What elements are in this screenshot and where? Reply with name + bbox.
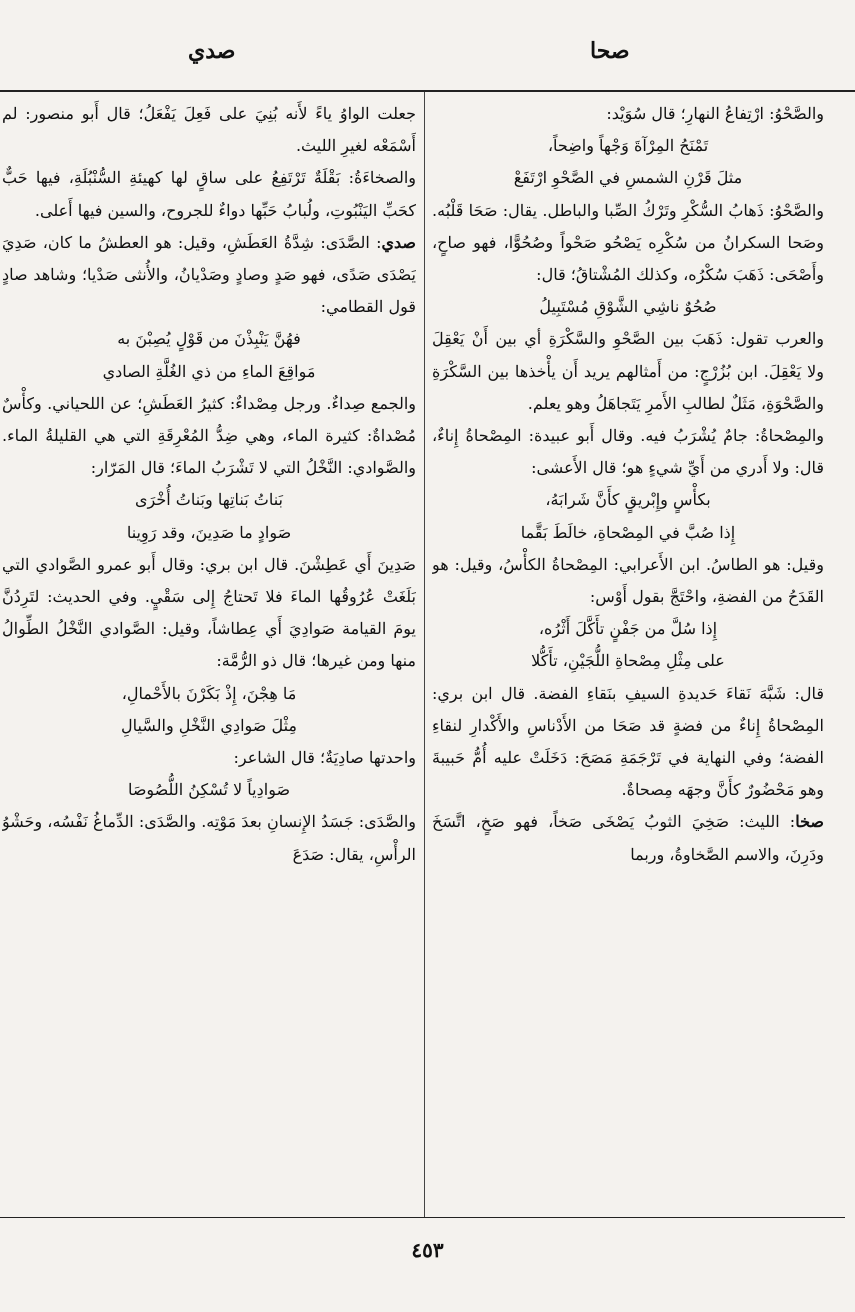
page-number: ٤٥٣ <box>411 1238 444 1262</box>
verse-text: مَواقِعَ الماءِ من ذي الغُلَّةِ الصادي <box>102 361 316 381</box>
verse-line <box>2 678 416 710</box>
paragraph-text: جعلت الواوُ ياءً لأَنه بُنِيَ على فَعِلَ يَفْعَلُ؛ قال أَبو منصور: لم أَسْمَعْه لغيرِ الليث. <box>2 104 416 156</box>
left-column <box>2 98 416 1213</box>
entry-paragraph <box>432 806 824 870</box>
paragraph-text: : الصَّدَى: شِدَّةُ العَطَشِ، وقيل: هو العطشُ ما كان، صَدِيَ يَصْدَى صَدًى، فهو صَدٍ وصادٍ وصَدْيانُ، والأُنثى صَدْيا؛ وشاهد صادٍ قول القطامي: <box>2 232 416 317</box>
verse-text: مثلَ قَرْنِ الشمسِ في الصَّحْوِ ارْتَفَعْ <box>513 168 743 188</box>
paragraph-text: والصَّحْوُ: ذَهابُ السُّكْرِ وتَرْكُ الصِّبا والباطل. يقال: صَحَا قَلْبُه. وصَحا السكرانُ من سُكْرِه يَصْحُو صَحْواً وصُحُوًّا، فهو صاحٍ، وأَصْحَى: ذَهَبَ سُكْرُه، وكذلك المُشْتاقُ؛ قال: <box>432 200 824 285</box>
paragraph-text: قال: شَبَّهَ نَقاءَ حَديدةِ السيفِ بنَقاءِ الفضة. قال ابن بري: المِصْحاةُ إِناءٌ من فضةٍ قد صَحَا من الأَدْناسِ والأَكْدارِ لنقاءِ الفضة؛ وفي النهاية في تَرْجَمَةِ مَصَحَ: دَخَلَتْ عليه أُمُّ حَبيبةَ وهو مَحْضُورٌ كأَنَّ وجهَه مِصحاةٌ. <box>432 683 824 800</box>
paragraph-text: والمِصْحاةُ: جامٌ يُشْرَبُ فيه. وقال أَبو عبيدة: المِصْحاةُ إِناءٌ، قال: ولا أَدري من أَيِّ شيءٍ هو؛ قال الأَعشى: <box>432 426 824 478</box>
verse-text: صُحُوٌ ناشِي الشَّوْقِ مُسْتَبِيلُ <box>539 297 717 317</box>
running-head-right: صحا <box>590 38 630 64</box>
page-header <box>0 38 855 78</box>
entry-paragraph <box>2 227 416 324</box>
entry-paragraph <box>432 323 824 420</box>
verse-line <box>2 710 416 742</box>
verse-line <box>432 130 824 162</box>
verse-text: إِذا صُبَّ في المِصْحاةِ، خالَطَ بَقَّما <box>520 522 736 542</box>
verse-text: بكأْسٍ وإِبْريقٍ كأَنَّ شَرابَهُ، <box>545 490 711 510</box>
verse-line <box>432 162 824 194</box>
verse-text: على مِثْلِ مِصْحاةِ اللُّجَيْنِ، تأَكُّلا <box>531 651 725 671</box>
verse-line <box>432 613 824 645</box>
entry-paragraph <box>432 678 824 807</box>
paragraph-text: : الليث: صَخِيَ الثوبُ يَصْخَى صَخاً، فهو صَخٍ، اتَّسَخَ ودَرِنَ، والاسم الصَّخاوةُ، وربما <box>432 812 824 864</box>
entry-paragraph <box>2 388 416 485</box>
entry-paragraph <box>2 742 416 774</box>
verse-line <box>432 645 824 677</box>
entry-paragraph <box>2 162 416 226</box>
right-column <box>432 98 824 1213</box>
verse-line <box>432 291 824 323</box>
header-rule <box>0 90 855 92</box>
column-divider <box>424 92 425 1217</box>
paragraph-text: والعرب تقول: ذَهَبَ بين الصَّحْوِ والسَّكْرَةِ أي بين أَنْ يَعْقِلَ ولا يَعْقِلَ. ابن بُزُرْجٍ: من أَمثالهم يريد أَن يأْخذها بين السَّكْرَةِ والصَّحْوَةِ، مَثَلٌ لطالبِ الأَمرِ يَتَجاهَلُ وهو يعلم. <box>432 329 824 413</box>
entry-paragraph <box>432 549 824 613</box>
paragraph-text: واحدتها صادِيَةٌ؛ قال الشاعر: <box>233 748 416 768</box>
entry-headword: صدي <box>381 232 416 252</box>
verse-line <box>2 774 416 806</box>
verse-line <box>2 323 416 355</box>
verse-line <box>432 484 824 516</box>
entry-paragraph <box>2 806 416 870</box>
entry-paragraph <box>432 420 824 484</box>
entry-paragraph <box>432 98 824 130</box>
verse-text: تَمْنَحُ المِرْآةَ وَجْهاً واضِحاً، <box>547 136 709 156</box>
verse-line <box>2 356 416 388</box>
verse-text: صَوادٍ ما صَدِينَ، وقد رَوِينا <box>126 522 292 542</box>
paragraph-text: والصخاءَةُ: بَقْلَةٌ تَرْتَفِعُ على ساقٍ لها كهيئةِ السُّنْبُلَةِ، فيها حَبٌّ كحَبِّ اليَنْبُوتِ، ولُبابُ حَبِّها دواءٌ للجروح، والسين فيها أَعلى. <box>2 168 416 220</box>
entry-paragraph <box>2 549 416 678</box>
verse-line <box>2 484 416 516</box>
paragraph-text: والصَّحْوُ: ارْتِفاعُ النهارِ؛ قال سُوَيْد: <box>606 104 824 123</box>
verse-line <box>432 517 824 549</box>
verse-text: بَناتُ بَناتِها وبَناتُ أُخْرَى <box>135 490 283 510</box>
entry-paragraph <box>432 195 824 292</box>
verse-text: مِثْلَ صَوادِي النَّخْلِ والسَّيالِ <box>121 715 297 735</box>
verse-text: صَوادِياً لا تُسْكِنُ اللُّصُوصَا <box>127 780 291 800</box>
verse-line <box>2 517 416 549</box>
verse-text: إِذا سُلَّ من جَفْنٍ تأَكَّلَ أَثْرُه، <box>538 619 718 639</box>
paragraph-text: والصَّدَى: جَسَدُ الإِنسانِ بعدَ مَوْتِه. والصَّدَى: الدِّماغُ نَفْسُه، وحَشْوُ الرأْسِ، يقال: صَدَعَ <box>2 812 416 864</box>
paragraph-text: والجمع صِداءٌ. ورجل مِصْداءٌ: كثيرُ العَطَشِ؛ عن اللحياني. وكأْسٌ مُصْداةٌ: كثيرة الماء، وهي ضِدُّ المُعْرِقَةِ التي هي القليلةُ الماء. والصَّوادي: النَّخْلُ التي لا تَشْرَبُ الماءَ؛ قال المَرّار: <box>2 393 416 478</box>
paragraph-text: وقيل: هو الطاسُ. ابن الأَعرابي: المِصْحاةُ الكأْسُ، وقيل: هو القَدَحُ من الفضةِ، واحْتَجَّ بقول أَوْس: <box>432 554 824 607</box>
running-head-left: صدي <box>188 38 236 64</box>
footer-rule <box>0 1217 845 1218</box>
entry-headword: صخا <box>795 812 824 832</box>
entry-paragraph <box>2 98 416 162</box>
verse-text: فهُنَّ يَنْبِذْنَ من قَوْلٍ يُصِبْنَ به <box>117 329 301 349</box>
paragraph-text: صَدِينَ أَي عَطِشْنَ. قال ابن بري: وقال أَبو عمرو الصَّوادي التي بَلَغَتْ عُرُوقُها الماءَ فلا تَحتاجُ إِلى سَقْيٍ. وفي الحديث: لتَرِدُنَّ يومَ القيامة صَوادِيَ أَي عِطاشاً، وقيل: الصَّوادي النَّخْلُ الطِّوالُ منها ومن غيرها؛ قال ذو الرُّمَّة: <box>2 554 416 671</box>
verse-text: مَا هِجْنَ، إِذْ بَكَرْنَ بالأَحْمالِ، <box>121 683 297 703</box>
